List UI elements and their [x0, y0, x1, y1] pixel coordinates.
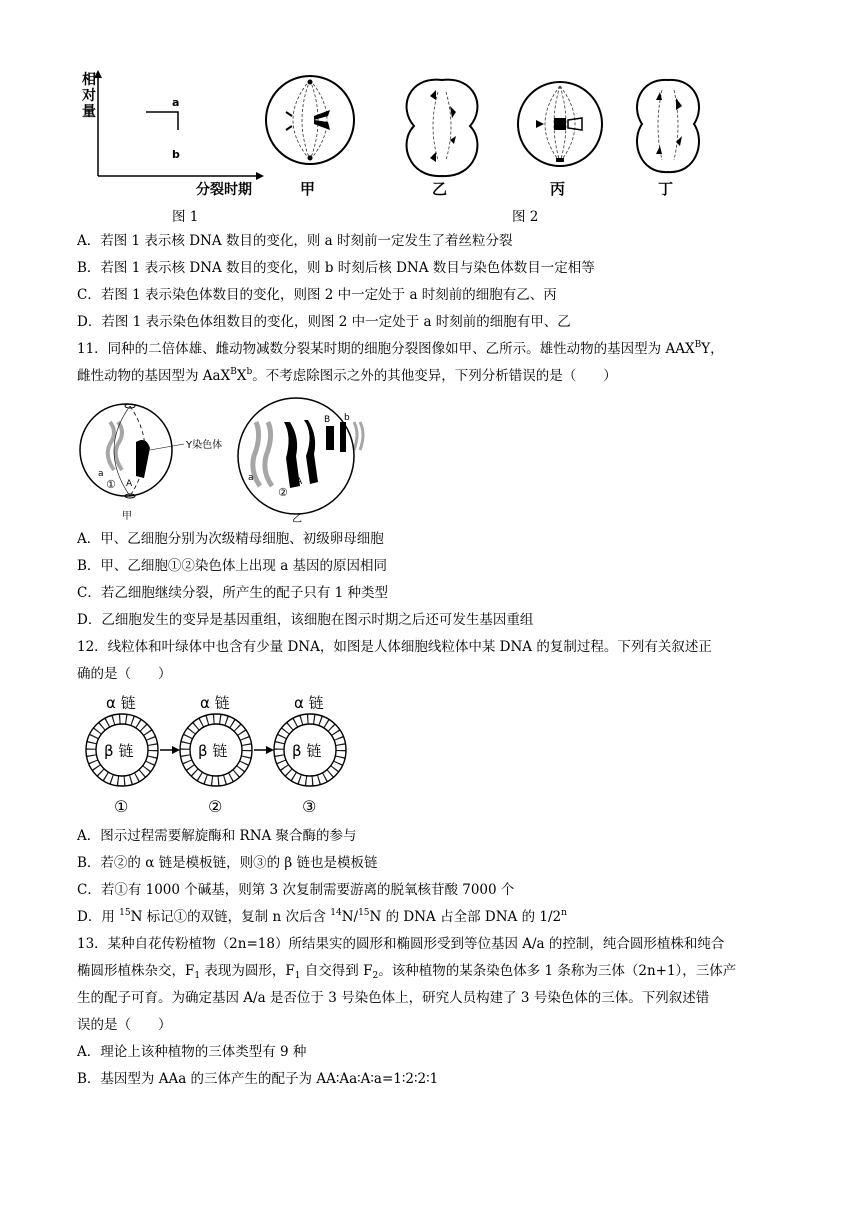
- q13-l2-text-a: 椭圆形植株杂交，F: [77, 963, 195, 979]
- q11-gene-b: b: [344, 413, 350, 423]
- fig1-y-label-1: 相: [82, 72, 96, 88]
- q11-gene-A-2: A: [296, 477, 303, 487]
- q12-d-sup-2: 14: [330, 908, 342, 918]
- q10-option-b: B．若图 1 表示核 DNA 数目的变化，则 b 时刻后核 DNA 数目与染色体数目一定相等: [77, 260, 595, 276]
- q13-stem-line-4: 误的是（ ）: [77, 1017, 172, 1033]
- q12-d-text-3: N/: [341, 909, 359, 925]
- fig1-y-label-2: 对: [82, 88, 96, 104]
- q13-stem-line-2: [77, 961, 736, 981]
- q11-stem-text-2b: X: [236, 368, 247, 384]
- q13-l2-text-c: 自交得到 F: [300, 963, 373, 979]
- q12-option-b: B．若②的 α 链是模板链，则③的 β 链也是模板链: [77, 855, 378, 871]
- q11-stem-text-1b: Y，: [701, 341, 724, 357]
- q12-alpha-1: α 链: [106, 694, 136, 712]
- q12-option-d: [77, 907, 567, 927]
- q11-sup-b3: b: [246, 367, 253, 377]
- q12-d-text-1: D．用: [77, 909, 120, 925]
- q11-mark-1: ①: [106, 478, 116, 491]
- q12-d-text-2: N 标记①的双链，复制 n 次后含: [130, 909, 331, 925]
- q11-sup-b1: B: [694, 340, 702, 350]
- q11-gene-A-1: A: [126, 479, 133, 489]
- q12-label-3: ③: [302, 797, 317, 816]
- q13-stem-line-1: 13．某种自花传粉植物（2n=18）所结果实的圆形和椭圆形受到等位基因 A/a 的控制，纯合圆形植株和纯合: [77, 936, 725, 952]
- q11-option-a: A．甲、乙细胞分别为次级精母细胞、初级卵母细胞: [77, 531, 384, 547]
- figure-2-cells: [262, 68, 732, 200]
- q12-d-sup-4: n: [561, 908, 567, 918]
- q12-option-c: C．若①有 1000 个碱基，则第 3 次复制需要游离的脱氧核苷酸 7000 个: [77, 882, 515, 898]
- figure-1-graph: [78, 68, 268, 198]
- q11-stem-line-2: [77, 366, 617, 386]
- fig1-point-a: a: [172, 96, 180, 109]
- q12-label-1: ①: [114, 797, 129, 816]
- q12-beta-2: β 链: [198, 742, 228, 760]
- cell-bing: [518, 82, 602, 166]
- q10-option-d: D．若图 1 表示染色体组数目的变化，则图 2 中一定处于 a 时刻前的细胞有甲、乙: [77, 314, 571, 330]
- q13-l2-text-d: 。该种植物的某条染色体多 1 条称为三体（2n+1），三体产: [378, 963, 737, 979]
- q12-beta-3: β 链: [292, 742, 322, 760]
- fig2-caption: 图 2: [512, 209, 539, 225]
- q12-option-a: A．图示过程需要解旋酶和 RNA 聚合酶的参与: [77, 828, 357, 844]
- q11-mark-2: ②: [278, 486, 288, 499]
- q13-l2-sub-3: 2: [372, 971, 379, 981]
- q11-gene-B: B: [324, 415, 331, 425]
- q11-option-b: B．甲、乙细胞①②染色体上出现 a 基因的原因相同: [77, 558, 388, 574]
- q12-alpha-2: α 链: [200, 694, 230, 712]
- fig1-caption: 图 1: [172, 209, 199, 225]
- fig1-x-label: 分裂时期: [196, 182, 252, 198]
- q13-option-a: A．理论上该种植物的三体类型有 9 种: [77, 1044, 307, 1060]
- q12-d-text-4: N 的 DNA 占全部 DNA 的 1/2: [369, 909, 562, 925]
- q10-option-a: A．若图 1 表示核 DNA 数目的变化，则 a 时刻前一定发生了着丝粒分裂: [77, 233, 513, 249]
- q11-gene-a-1: a: [98, 469, 104, 479]
- q11-stem-line-1: [77, 339, 724, 359]
- fig1-y-label-3: 量: [82, 104, 96, 120]
- q11-stem-text-2a: 雌性动物的基因型为 AaX: [77, 368, 231, 384]
- q11-sup-b2: B: [230, 367, 237, 377]
- q11-figure: [78, 392, 378, 524]
- q10-option-c: C．若图 1 表示染色体数目的变化，则图 2 中一定处于 a 时刻前的细胞有乙、丙: [77, 287, 557, 303]
- cell-label-ding: 丁: [658, 180, 674, 198]
- q11-stem-text-2c: 。不考虑除图示之外的其他变异，下列分析错误的是（ ）: [252, 368, 617, 384]
- q11-cell-jia: 甲: [122, 511, 132, 522]
- q11-option-c: C．若乙细胞继续分裂，所产生的配子只有 1 种类型: [77, 585, 389, 601]
- q13-l2-sub-1: 1: [194, 971, 201, 981]
- q13-l2-text-b: 表现为圆形，F: [200, 963, 295, 979]
- cell-ding: [637, 80, 699, 172]
- cell-label-bing: 丙: [550, 180, 566, 198]
- q11-stem-text-1a: 11．同种的二倍体雄、雌动物减数分裂某时期的细胞分裂图像如甲、乙所示。雄性动物的基因型为 AAX: [77, 341, 695, 357]
- q11-cell-yi: 乙: [292, 514, 302, 524]
- cell-label-jia: 甲: [300, 180, 316, 198]
- q12-stem-line-1: 12．线粒体和叶绿体中也含有少量 DNA，如图是人体细胞线粒体中某 DNA 的复制过程。下列有关叙述正: [77, 639, 712, 655]
- q12-label-2: ②: [208, 797, 223, 816]
- q11-option-d: D．乙细胞发生的变异是基因重组，该细胞在图示时期之后还可发生基因重组: [77, 612, 534, 628]
- q11-y-label: Y染色体: [186, 440, 223, 451]
- cell-label-yi: 乙: [432, 180, 448, 198]
- q13-l2-sub-2: 1: [294, 971, 301, 981]
- cell-jia: [266, 76, 354, 164]
- q13-option-b: B．基因型为 AAa 的三体产生的配子为 AA∶Aa∶A∶a=1∶2∶2∶1: [77, 1071, 439, 1087]
- q12-beta-1: β 链: [104, 742, 134, 760]
- q12-figure: [78, 690, 358, 820]
- q12-d-sup-3: 15: [358, 908, 370, 918]
- q11-gene-a-2: a: [248, 473, 254, 483]
- cell-yi: [407, 80, 478, 176]
- q13-stem-line-3: 生的配子可育。为确定基因 A/a 是否位于 3 号染色体上，研究人员构建了 3 号染色体的三体。下列叙述错: [77, 990, 710, 1006]
- q12-stem-line-2: 确的是（ ）: [77, 666, 172, 682]
- fig1-point-b: b: [172, 148, 180, 161]
- q12-alpha-3: α 链: [294, 694, 324, 712]
- q12-d-sup-1: 15: [119, 908, 131, 918]
